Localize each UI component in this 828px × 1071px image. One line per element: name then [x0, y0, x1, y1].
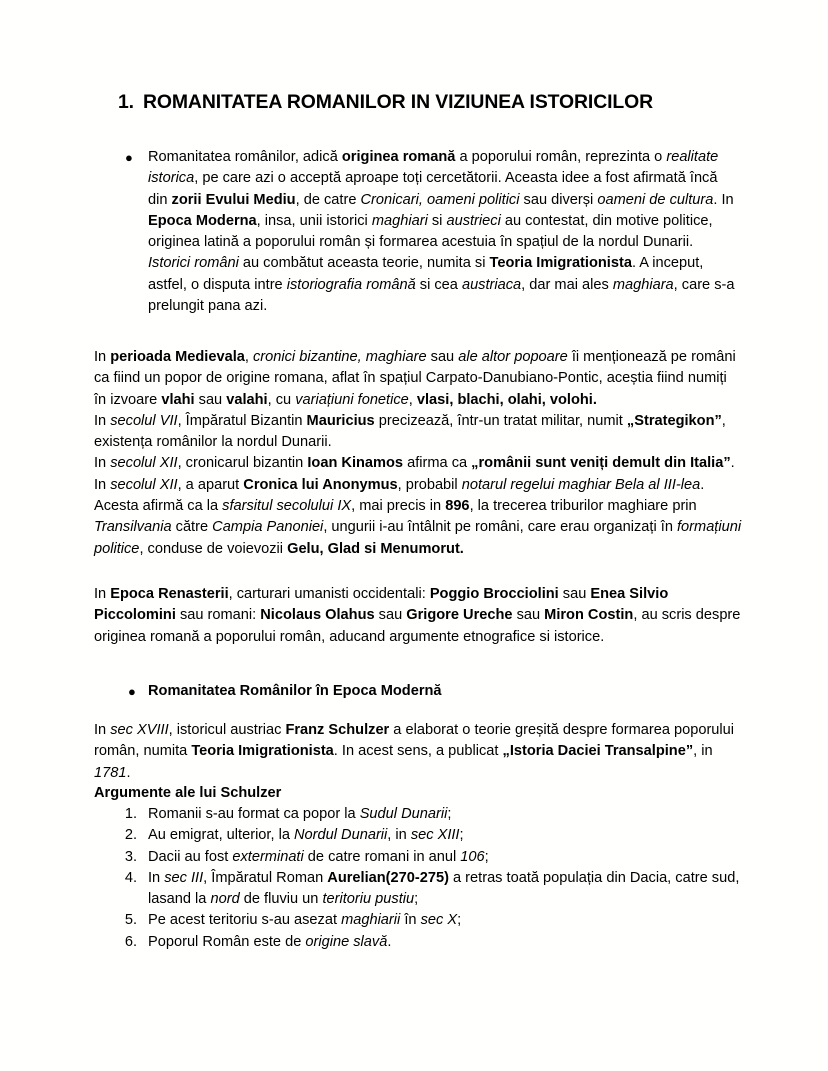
list-item-text: Poporul Român este de origine slavă. — [148, 933, 392, 950]
medieval-line: In secolul XII, cronicarul bizantin Ioan Kinamos afirma ca „românii sunt veniți demult din Italia”. — [94, 455, 735, 472]
arguments-heading: Argumente ale lui Schulzer — [94, 785, 282, 801]
list-item-marker: 3. — [124, 848, 137, 865]
schulzer-text: In sec XVIII, istoricul austriac Franz Schulzer a elaborat o teorie greșită despre formarea poporului român, numita Teoria Imigrationista. In acest sens, a publicat „Istoria Daciei Transalpine”, in 1781. — [94, 722, 735, 781]
list-item — [94, 804, 742, 825]
list-item — [94, 932, 742, 953]
list-item — [94, 847, 742, 868]
bullet-modern-era-heading — [128, 681, 728, 702]
list-item-marker: 5. — [124, 912, 137, 929]
bullet-point-icon: ● — [128, 684, 136, 699]
list-item-marker: 6. — [124, 933, 137, 950]
bullet-intro — [125, 147, 738, 317]
list-item-marker: 1. — [124, 806, 137, 822]
arguments-list — [94, 804, 742, 953]
medieval-line: In secolul XII, a aparut Cronica lui Anonymus, probabil notarul regelui maghiar Bela al III-lea. Acesta afirmă ca la sfarsitul secolului IX, mai precis in 896, la trecerea triburilor maghiare prin Transilvania către Campia Panoniei, ungurii i-au întâlnit pe români, care erau organizați în formațiuni politice, conduse de voievozii Gelu, Glad si Menumorut. — [94, 476, 742, 557]
renaissance-block — [94, 584, 742, 648]
list-item-text: Au emigrat, ulterior, la Nordul Dunarii, in sec XIII; — [148, 827, 464, 844]
list-item-text: Romanii s-au format ca popor la Sudul Dunarii; — [148, 806, 452, 822]
list-item — [94, 868, 742, 911]
list-item-text: Pe acest teritoriu s-au asezat maghiarii în sec X; — [148, 912, 462, 929]
list-item — [94, 825, 742, 846]
list-item-text: Dacii au fost exterminati de catre romani in anul 106; — [148, 848, 489, 865]
medieval-line: In secolul VII, Împăratul Bizantin Mauricius precizează, într-un tratat militar, numit „Strategikon”, existența românilor la nordul Dunarii. — [94, 412, 726, 451]
list-item — [94, 910, 742, 931]
list-item-text: In sec III, Împăratul Roman Aurelian(270-275) a retras toată populația din Dacia, catre sud, lasand la nord de fluviu un teritoriu pustiu; — [148, 869, 740, 908]
renaissance-text: In Epoca Renasterii, carturari umanisti occidentali: Poggio Brocciolini sau Enea Silvio Piccolomini sau romani: Nicolaus Olahus sau Grigore Ureche sau Miron Costin, au scris despre originea romană a poporului român, aducand argumente etnografice si istorice. — [94, 586, 741, 645]
list-item-marker: 4. — [124, 869, 137, 886]
bullet-intro-text: Romanitatea românilor, adică originea romană a poporului român, reprezinta o realitate istorica, pe care azi o acceptă aproape toți cercetătorii. Aceasta idee a fost afirmată încă din zorii Evului Mediu, de catre Cronicari, oameni politici sau diverși oameni de cultura. In Epoca Moderna, insa, unii istorici maghiari si austrieci au contestat, din motive politice, originea latină a poporului român și formarea acestuia în spațiul de la nordul Dunarii. Istorici români au combătut aceasta teorie, numita si Teoria Imigrationista. A inceput, astfel, o disputa intre istoriografia română si cea austriaca, dar mai ales maghiara, care s-a prelungit pana azi. — [148, 149, 735, 315]
bullet-point-icon: ● — [125, 150, 133, 165]
page-title-text: ROMANITATEA ROMANILOR IN VIZIUNEA ISTORICILOR — [142, 91, 654, 113]
schulzer-block — [94, 720, 742, 784]
medieval-line: In perioada Medievala, cronici bizantine, maghiare sau ale altor popoare îi menționează pe români ca fiind un popor de origine romana, aflat în spațiul Carpato-Danubiano-Pontic, aceștia fiind numiți în izvoare vlahi sau valahi, cu variațiuni fonetice, vlasi, blachi, olahi, volohi. — [94, 349, 736, 408]
bullet-modern-label: Romanitatea Românilor în Epoca Modernă — [148, 683, 442, 699]
medieval-period-block — [94, 347, 742, 560]
page-title — [118, 90, 738, 115]
page-title-number: 1. — [118, 91, 134, 113]
list-item-marker: 2. — [124, 827, 137, 844]
